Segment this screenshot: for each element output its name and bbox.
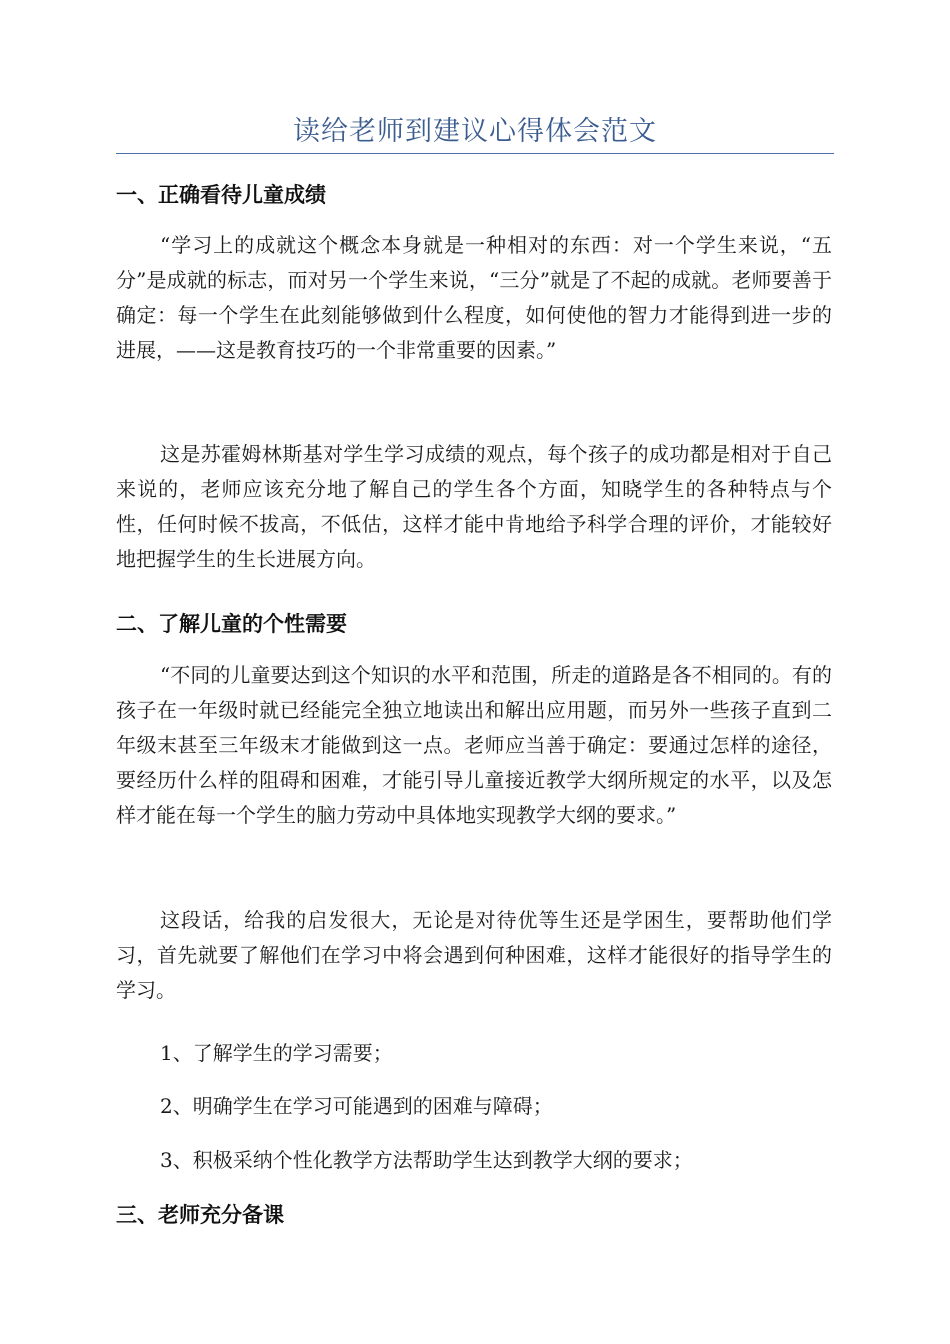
section-1-paragraph-1: “学习上的成就这个概念本身就是一种相对的东西：对一个学生来说，“五分”是成就的标志，而对另一个学生来说，“三分”就是了不起的成就。老师要善于确定：每一个学生在此刻能够做到什么程度，如何使他的智力才能得到进一步的进展，——这是教育技巧的一个非常重要的因素。” [116,233,832,362]
section-heading-2: 二、了解儿童的个性需要 [116,612,347,636]
section-1-paragraph-2: 这是苏霍姆林斯基对学生学习成绩的观点，每个孩子的成功都是相对于自己来说的，老师应该充分地了解自己的学生各个方面，知晓学生的各种特点与个性，任何时候不拔高，不低估，这样才能中肯地给予科学合理的评价，才能较好地把握学生的生长进展方向。 [116,442,832,571]
list-item-1: 1、了解学生的学习需要； [160,1041,393,1065]
section-2-paragraph-1: “不同的儿童要达到这个知识的水平和范围，所走的道路是各不相同的。有的孩子在一年级时就已经能完全独立地读出和解出应用题，而另外一些孩子直到二年级末甚至三年级末才能做到这一点。老师应当善于确定：要通过怎样的途径，要经历什么样的阻碍和困难，才能引导儿童接近教学大纲所规定的水平，以及怎样才能在每一个学生的脑力劳动中具体地实现教学大纲的要求。” [116,663,832,827]
list-item-3: 3、积极采纳个性化教学方法帮助学生达到教学大纲的要求； [160,1148,693,1172]
section-2-paragraph-2: 这段话，给我的启发很大，无论是对待优等生还是学困生，要帮助他们学习，首先就要了解他们在学习中将会遇到何种困难，这样才能很好的指导学生的学习。 [116,908,832,1002]
section-heading-1: 一、正确看待儿童成绩 [116,183,326,207]
title-underline [116,153,834,154]
section-heading-3: 三、老师充分备课 [116,1203,284,1227]
list-item-2: 2、明确学生在学习可能遇到的困难与障碍； [160,1094,553,1118]
document-title: 读给老师到建议心得体会范文 [293,116,657,147]
